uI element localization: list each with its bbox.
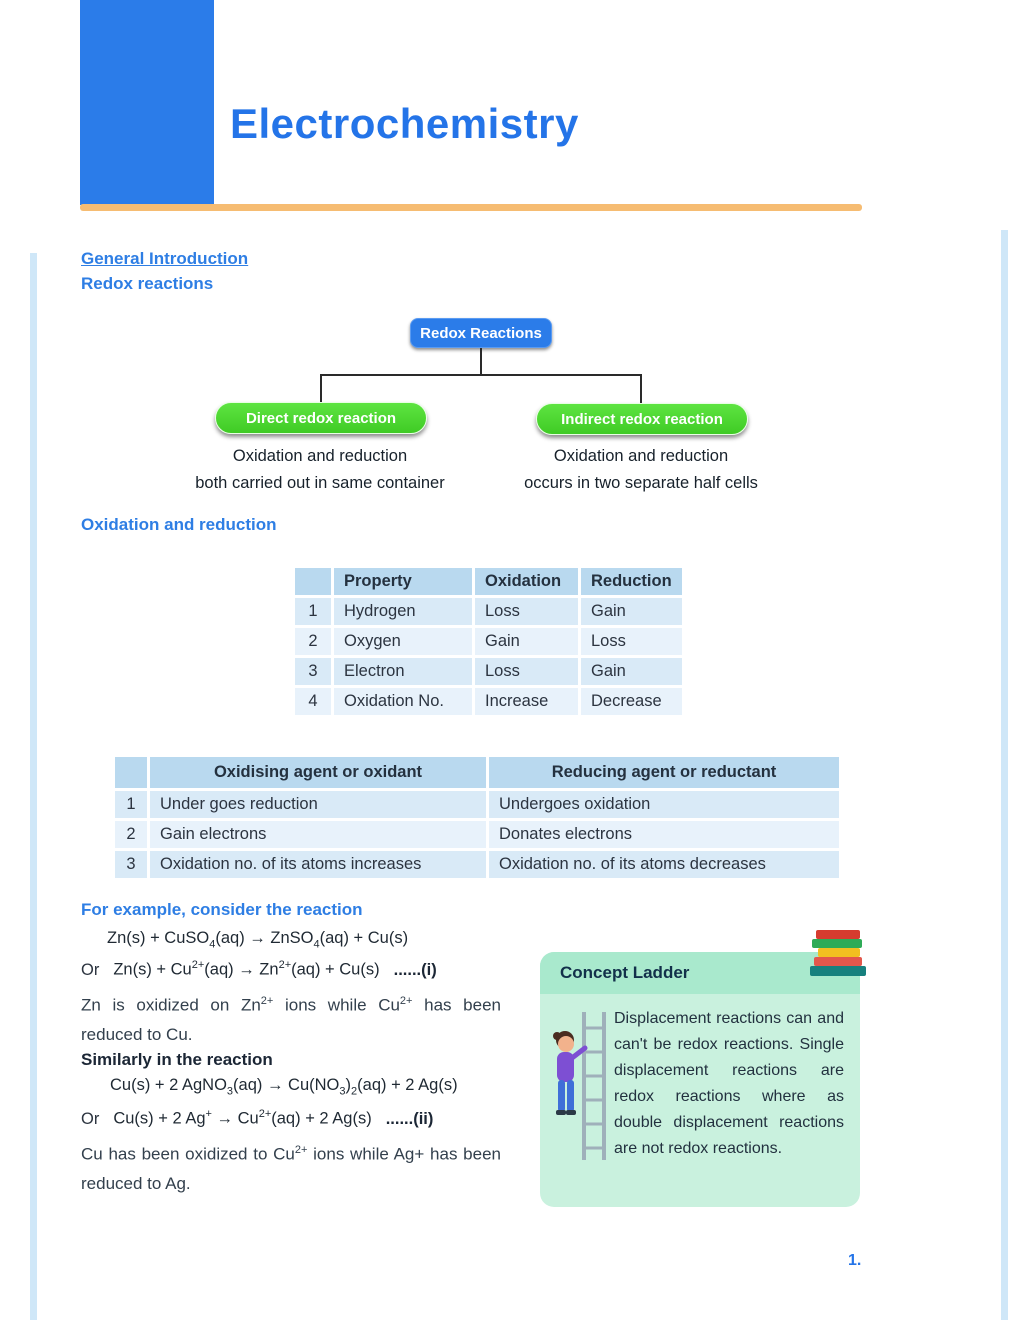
cell: 2: [115, 821, 147, 848]
header-cell: [115, 757, 147, 788]
concept-ladder-text: Displacement reactions can and can't be redox reactions. Single displacement reactions are redox reactions where as double displacement reactions are not redox reactions.: [614, 1010, 844, 1157]
property-oxidation-reduction-table: [292, 565, 685, 718]
cell: Undergoes oxidation: [489, 791, 839, 818]
right-edge-decoration: [1001, 230, 1008, 1320]
table-header-row: [115, 757, 839, 788]
header-accent-block: [80, 0, 214, 205]
table-row: [295, 688, 682, 715]
cell: 2: [295, 628, 331, 655]
table-row: [295, 598, 682, 625]
header-cell: Property: [334, 568, 472, 595]
header-cell: Reduction: [581, 568, 682, 595]
heading-for-example: For example, consider the reaction: [81, 900, 363, 919]
header-cell: Reducing agent or reductant: [489, 757, 839, 788]
equation-text: Cu(s) + 2 $Ag^+ \to Cu^{2+}(aq) + 2$ Ag(s): [113, 1108, 372, 1128]
heading-oxidation-and-reduction: Oxidation and reduction: [81, 515, 277, 534]
flowchart-desc-direct: [170, 443, 470, 497]
cell: Decrease: [581, 688, 682, 715]
cell: 3: [115, 851, 147, 878]
cell: 1: [115, 791, 147, 818]
left-edge-decoration: [30, 253, 37, 1320]
table-row: [295, 628, 682, 655]
concept-ladder-title: Concept Ladder: [560, 963, 690, 982]
table-row: [115, 851, 839, 878]
flowchart-node-redox-reactions: Redox Reactions: [410, 318, 552, 348]
equation-ref: ......(ii): [385, 1109, 434, 1128]
equation-2: [81, 959, 437, 980]
cell: Oxidation No.: [334, 688, 472, 715]
cell: Gain: [581, 598, 682, 625]
cell: Loss: [581, 628, 682, 655]
flowchart-connector-right: [640, 374, 642, 403]
cell: 4: [295, 688, 331, 715]
oxidant-reductant-table: [112, 754, 842, 881]
flowchart-desc-line: both carried out in same container: [195, 474, 445, 492]
cell: Gain: [475, 628, 578, 655]
flowchart-desc-line: Oxidation and reduction: [232, 447, 408, 465]
or-label: Or: [81, 960, 100, 979]
paragraph-cu-oxidized: Cu has been oxidized to $Cu^{2+}$ ions while Ag+ has been reduced to Ag.: [81, 1144, 501, 1193]
header-cell: [295, 568, 331, 595]
concept-ladder-box: [540, 952, 860, 1207]
cell: Loss: [475, 598, 578, 625]
heading-redox-reactions: Redox reactions: [81, 274, 214, 293]
cell: Donates electrons: [489, 821, 839, 848]
equation-4: [81, 1108, 433, 1129]
books-icon: [808, 930, 868, 982]
header-cell: Oxidation: [475, 568, 578, 595]
cell: 1: [295, 598, 331, 625]
equation-text: Cu(s) + 2 AgNO$_3$(aq) → $Cu(NO_3)_2(aq) + 2$ Ag(s): [110, 1076, 458, 1098]
equation-1: [107, 929, 408, 950]
equation-3: [110, 1076, 458, 1097]
equation-text: $Zn(s) + Cu^{2+}(aq) \to Zn^{2+}(aq) + Cu(s)$: [113, 959, 380, 979]
cell: Gain: [581, 658, 682, 685]
flowchart-node-direct-redox: Direct redox reaction: [215, 402, 427, 434]
table-header-row: [295, 568, 682, 595]
flowchart-desc-indirect: [483, 443, 799, 497]
flowchart-connector-stem: [480, 348, 482, 375]
flowchart-connector-bar: [320, 374, 642, 376]
page-number: 1.: [848, 1252, 862, 1269]
or-label: Or: [81, 1109, 100, 1128]
paragraph-zn-oxidized: Zn is oxidized on $Zn^{2+}$ ions while $Cu^{2+}$ has been reduced to Cu.: [81, 995, 501, 1044]
equation-text: Zn(s) + CuSO$_4$(aq) → ZnSO$_4$(aq) + Cu(s): [107, 929, 409, 951]
cell: Loss: [475, 658, 578, 685]
header-cell: Oxidising agent or oxidant: [150, 757, 486, 788]
cell: Oxidation no. of its atoms increases: [150, 851, 486, 878]
cell: Electron: [334, 658, 472, 685]
flowchart-connector-left: [320, 374, 322, 403]
flowchart-node-indirect-redox: Indirect redox reaction: [536, 403, 748, 435]
table-row: [115, 821, 839, 848]
table-row: [295, 658, 682, 685]
header-divider: [80, 204, 862, 211]
section-general-introduction[interactable]: General Introduction: [81, 249, 249, 268]
cell: Oxygen: [334, 628, 472, 655]
cell: Under goes reduction: [150, 791, 486, 818]
page-title: Electrochemistry: [230, 100, 579, 147]
cell: Oxidation no. of its atoms decreases: [489, 851, 839, 878]
cell: Increase: [475, 688, 578, 715]
cell: Gain electrons: [150, 821, 486, 848]
table-row: [115, 791, 839, 818]
heading-similarly: Similarly in the reaction: [81, 1050, 273, 1069]
cell: Hydrogen: [334, 598, 472, 625]
flowchart-desc-line: Oxidation and reduction: [553, 447, 729, 465]
cell: 3: [295, 658, 331, 685]
concept-ladder-body: [540, 994, 860, 1176]
ladder-climber-icon: [548, 1006, 610, 1166]
equation-ref: ......(i): [393, 960, 437, 979]
flowchart-desc-line: occurs in two separate half cells: [524, 474, 758, 492]
